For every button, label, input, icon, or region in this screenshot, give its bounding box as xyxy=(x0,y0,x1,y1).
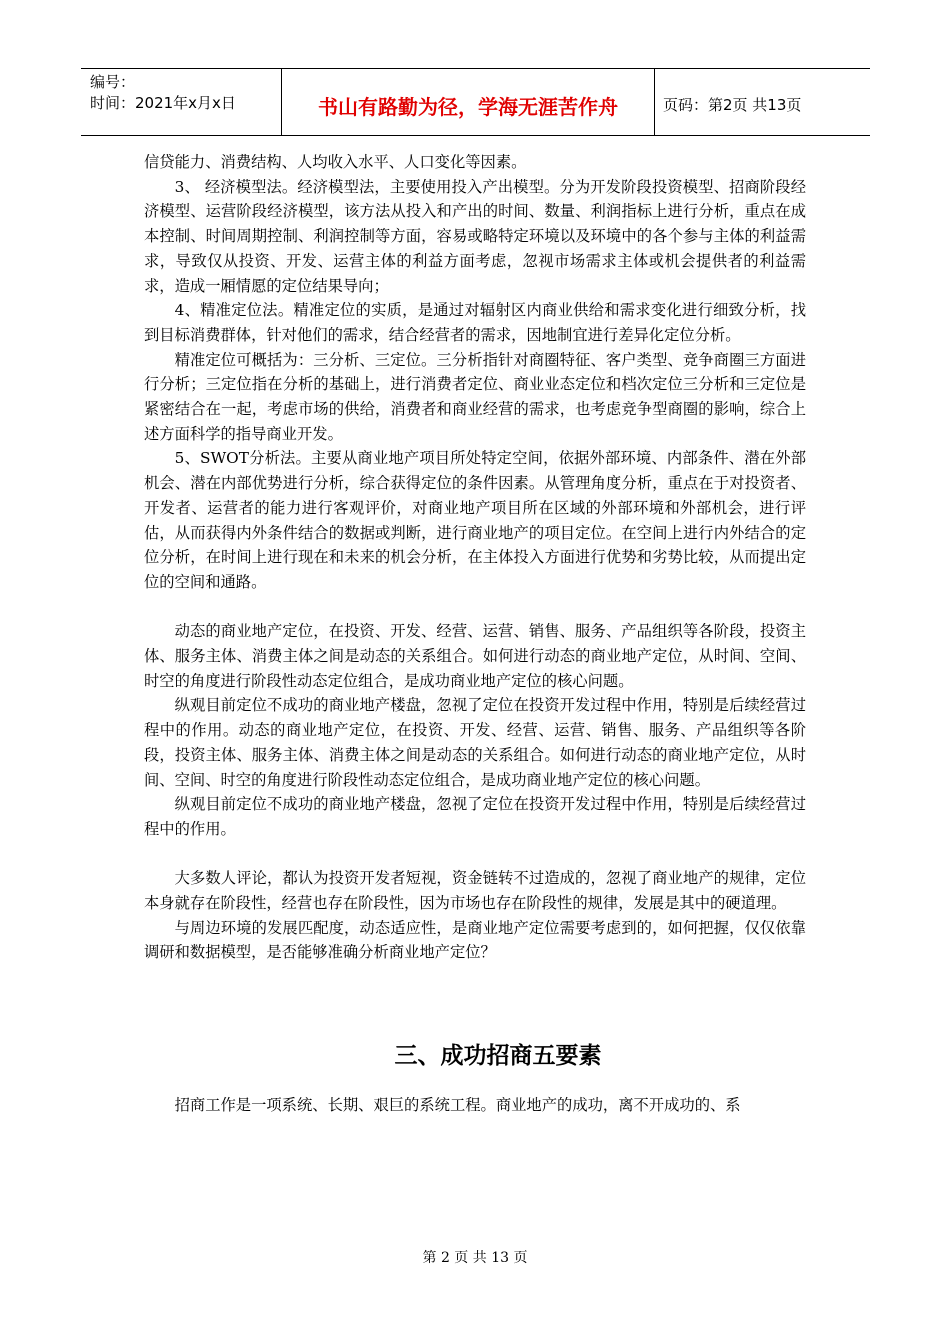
header-motto-cell xyxy=(282,69,655,135)
paragraph: 5、SWOT分析法。主要从商业地产项目所处特定空间，依据外部环境、内部条件、潜在外部机会、潜在内部优势进行分析，综合获得定位的条件因素。从管理角度分析，重点在于对投资者、开发者、运营者的能力进行客观评价，对商业地产项目所在区域的外部环境和外部机会，进行评估，从而获得内外条件结合的数据或判断，进行商业地产的项目定位。在空间上进行内外结合的定位分析，在时间上进行现在和未来的机会分析，在主体投入方面进行优势和劣势比较，从而提出定位的空间和通路。 xyxy=(144,449,806,591)
header-page-cell xyxy=(655,69,870,135)
document-number-label: 编号： xyxy=(90,73,136,91)
document-body xyxy=(144,150,806,1118)
paragraph: 大多数人评论，都认为投资开发者短视，资金链转不过造成的，忽视了商业地产的规律，定位本身就存在阶段性，经营也存在阶段性，因为市场也存在阶段性的规律，发展是其中的硬道理。 xyxy=(144,869,806,913)
header-page-number: 页码：第2页 共13页 xyxy=(663,96,802,114)
header-motto: 书山有路勤为径，学海无涯苦作舟 xyxy=(318,95,618,119)
document-date-label: 时间：2021年x月x日 xyxy=(90,94,236,112)
blank-line xyxy=(144,595,806,620)
paragraph: 与周边环境的发展匹配度，动态适应性，是商业地产定位需要考虑到的，如何把握，仅仅依靠调研和数据模型，是否能够准确分析商业地产定位？ xyxy=(144,918,806,962)
page-footer: 第 2 页 共 13 页 xyxy=(422,1250,528,1266)
paragraph: 招商工作是一项系统、长期、艰巨的系统工程。商业地产的成功，离不开成功的、系 xyxy=(174,1096,741,1115)
paragraph: 纵观目前定位不成功的商业地产楼盘，忽视了定位在投资开发过程中作用，特别是后续经营过程中的作用。动态的商业地产定位，在投资、开发、经营、运营、销售、服务、产品组织等各阶段，投资主体、服务主体、消费主体之间是动态的关系组合。如何进行动态的商业地产定位，从时间、空间、时空的角度进行阶段性动态定位组合，是成功商业地产定位的核心问题。 xyxy=(144,696,806,789)
paragraph: 4、精准定位法。精准定位的实质，是通过对辐射区内商业供给和需求变化进行细致分析，找到目标消费群体，针对他们的需求，结合经营者的需求，因地制宜进行差异化定位分析。 xyxy=(144,301,806,344)
paragraph: 精准定位可概括为：三分析、三定位。三分析指针对商圈特征、客户类型、竞争商圈三方面进行分析；三定位指在分析的基础上，进行消费者定位、商业业态定位和档次定位三分析和三定位是紧密结合在一起，考虑市场的供给，消费者和商业经营的需求，也考虑竞争型商圈的影响，综合上述方面科学的指导商业开发。 xyxy=(144,350,806,443)
header-info-cell xyxy=(81,69,282,135)
paragraph: 3、 经济模型法。经济模型法，主要使用投入产出模型。分为开发阶段投资模型、招商阶段经济模型、运营阶段经济模型，该方法从投入和产出的时间、数量、利润指标上进行分析，重点在成本控制、时间周期控制、利润控制等方面，容易或略特定环境以及环境中的各个参与主体的利益需求，导致仅从投资、开发、运营主体的利益方面考虑，忽视市场需求主体或机会提供者的利益需求，造成一厢情愿的定位结果导向； xyxy=(144,177,806,295)
section-title: 三、成功招商五要素 xyxy=(394,1043,602,1070)
page-header xyxy=(81,68,870,136)
paragraph: 信贷能力、消费结构、人均收入水平、人口变化等因素。 xyxy=(144,153,527,171)
paragraph: 动态的商业地产定位，在投资、开发、经营、运营、销售、服务、产品组织等各阶段，投资主体、服务主体、消费主体之间是动态的关系组合。如何进行动态的商业地产定位，从时间、空间、时空的角度进行阶段性动态定位组合，是成功商业地产定位的核心问题。 xyxy=(144,622,806,690)
section-spacing xyxy=(144,965,806,1041)
section-spacing xyxy=(144,1071,806,1093)
blank-line xyxy=(144,842,806,867)
paragraph: 纵观目前定位不成功的商业地产楼盘，忽视了定位在投资开发过程中作用，特别是后续经营过程中的作用。 xyxy=(144,795,806,838)
